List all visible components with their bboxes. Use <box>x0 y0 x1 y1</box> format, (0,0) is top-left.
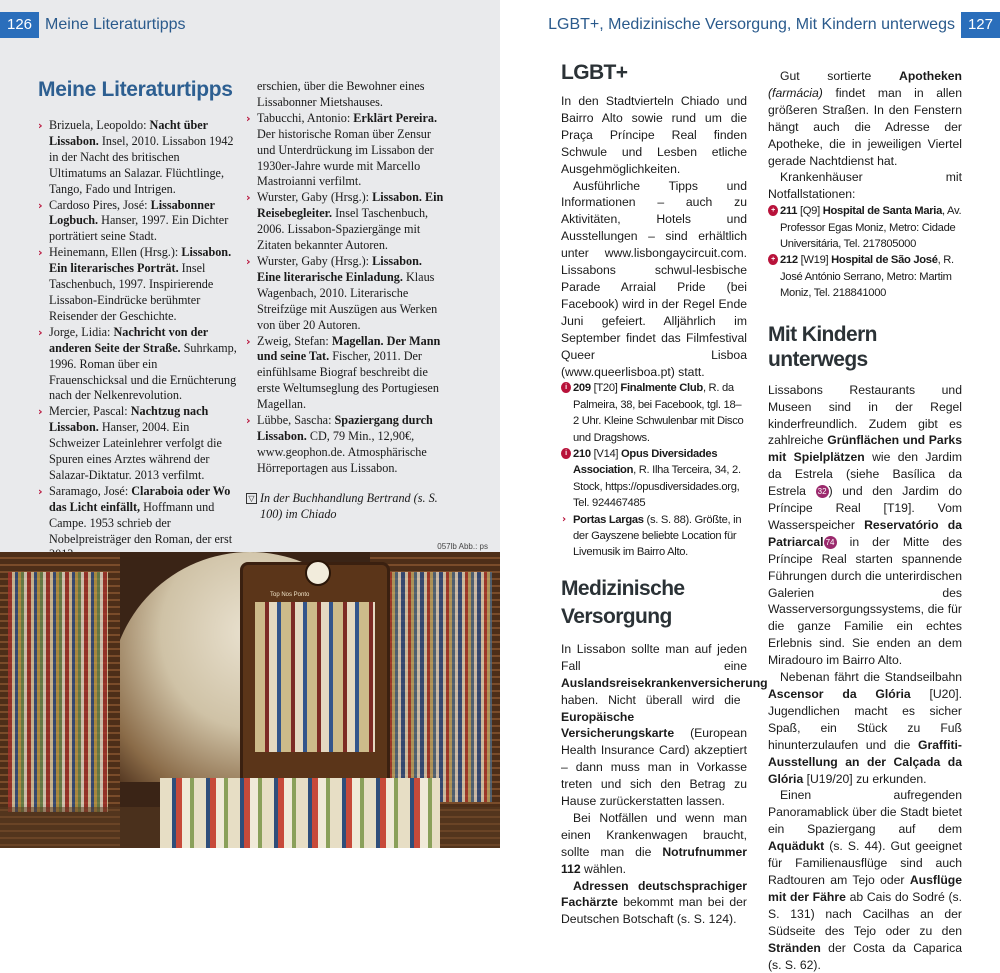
kids-heading: Mit Kindern unterwegs <box>768 322 877 371</box>
chevron-icon: › <box>38 119 43 132</box>
left-running-header <box>0 12 500 38</box>
listing-entry: + 212 [W19] Hospital de São José, R. José António Serrano, Metro: Martim Moniz, Tel. 218841000 <box>768 252 962 301</box>
chevron-icon: › <box>38 246 43 260</box>
book-entry: › Wurster, Gaby (Hrsg.): Lissabon. Eine literarische Einladung. Klaus Wagenbach, 2010. Literarische Streifzüge mit Auszügen aus Werken von über 20 Autoren. <box>246 253 438 332</box>
chevron-icon: › <box>38 405 43 419</box>
chevron-icon: › <box>246 254 251 268</box>
right-column-c <box>561 60 768 928</box>
photo-credit: 057lb Abb.: ps <box>437 542 488 551</box>
shelf-sign: Top Nos Ponto <box>270 592 310 598</box>
right-running-header <box>548 12 1000 38</box>
hospital-pin-icon: + <box>768 254 778 265</box>
chevron-icon: › <box>246 191 251 205</box>
chevron-icon: › <box>38 198 43 212</box>
chevron-icon: › <box>38 484 43 498</box>
book-entry: › Tabucchi, Antonio: Erklärt Pereira. Der historische Roman über Zensur und Unterdrückung im Lissabon der 1930er-Jahre wurde mit Marcello Mastroianni verfilmt. <box>246 110 437 189</box>
literature-column-a <box>38 118 238 563</box>
medical-paragraph: Krankenhäuser mit Notfallstationen: <box>768 170 962 202</box>
medical-paragraph: Adressen deutschsprachiger Fachärzte bekommt man bei der Deutschen Botschaft (s. S. 124). <box>561 878 747 927</box>
chevron-icon: › <box>38 325 43 339</box>
photo-caption: ▽ In der Buchhandlung Bertrand (s. S. 100) im Chiado <box>246 491 446 523</box>
right-column-d <box>768 68 962 973</box>
bookshop-photo <box>0 552 500 848</box>
book-entry: › Brizuela, Leopoldo: Nacht über Lissabon. Insel, 2010. Lissabon 1942 in der Nacht des britischen Ultimatums an Salazar. Flüchtlinge, Tango, Fado und Intrigen. <box>38 118 234 196</box>
literature-heading: Meine Literaturtipps <box>38 78 233 101</box>
left-page-number: 126 <box>0 12 39 38</box>
info-pin-icon: i <box>561 448 571 459</box>
medical-paragraph: In Lissabon sollte man auf jeden Fall eine Auslandsreisekrankenversicherung haben. Nicht überall wird die Europäische Versicherungskarte (European Health Insurance Card) akzeptiert – dann muss man in Vorkasse treten und sich den Betrag zu Hause zurückerstatten lassen. <box>561 641 768 809</box>
lgbt-heading: LGBT+ <box>561 61 628 84</box>
medical-paragraph: Gut sortierte Apotheken (farmácia) findet man in allen größeren Straßen. In den Fenstern hängt auch die Adresse der Apotheke, die in jeweiligen Viertel gerade Nachtdienst hat. <box>768 69 962 168</box>
sight-badge: 74 <box>824 536 837 549</box>
left-running-title: Meine Literaturtipps <box>45 16 186 33</box>
chevron-icon: › <box>246 414 251 428</box>
map-pin-icon: i <box>561 382 571 393</box>
medical-heading: Medizinische Versorgung <box>561 576 685 628</box>
listing-entry: i 209 [T20] Finalmente Club, R. da Palmeira, 38, bei Facebook, tgl. 18–2 Uhr. Kleine Schwulenbar mit Disco und Dragshows. <box>561 380 747 446</box>
lgbt-paragraph: Ausführliche Tipps und Informationen – auch zu Aktivitäten, Hotels und Ausstellungen – sind erhältlich unter www.lisbongaycircuit.com. Lissabons schwul-lesbische Parade Arraial Pride (bei Facebook) wird in der Regel Ende Juni gefeiert. Alljährlich im September findet das Filmfestival Queer Lisboa (www.queerlisboa.pt) statt. <box>561 178 747 379</box>
sight-badge: 32 <box>816 485 829 498</box>
chevron-icon: › <box>246 111 251 125</box>
kids-paragraph: Nebenan fährt die Standseilbahn Ascensor da Glória [U20]. Jugendlichen macht es sicher Spaß, ein Stück zu Fuß hinunterzulaufen und die Graffiti-Ausstellung an der Calçada da Glória [U19/20] zu erkunden. <box>768 670 963 786</box>
lgbt-paragraph: In den Stadtvierteln Chiado und Bairro Alto sowie rund um die Praça Príncipe Real finden Schwule und Lesben etliche Ausgehmöglichkeiten. <box>561 94 747 176</box>
right-running-title: LGBT+, Medizinische Versorgung, Mit Kindern unterwegs <box>548 16 955 33</box>
literature-column-b <box>246 79 446 522</box>
listing-entry: i 210 [V14] Opus Diversidades Association, R. Ilha Terceira, 34, 2. Stock, https://opusdiversidades.org, Tel. 924467485 <box>561 446 747 512</box>
kids-paragraph: Einen aufregenden Panoramablick über die Stadt bietet ein Spaziergang auf dem Aquädukt (s. S. 44). Gut geeignet für Familienausflüge sind auch Radtouren am Tejo oder Ausflüge mit der Fähre ab Cais do Sodré (s. S. 131) nach Cacilhas an der Südseite des Tejo oder zu den Stränden der Costa da Caparica (s. S. 62). <box>768 788 962 972</box>
medical-paragraph: Bei Notfällen und wenn man einen Krankenwagen braucht, sollte man die Notrufnummer 112 wählen. <box>561 810 747 876</box>
clock-icon <box>305 560 331 586</box>
book-entry: › Wurster, Gaby (Hrsg.): Lissabon. Ein Reisebegleiter. Insel Taschenbuch, 2006. Lissabon-Spaziergänge mit Zitaten bekannter Autoren. <box>246 190 444 253</box>
listing-entry: + 211 [Q9] Hospital de Santa Maria, Av. Professor Egas Moniz, Metro: Cidade Universitária, Tel. 217805000 <box>768 203 962 252</box>
kids-paragraph: Lissabons Restaurants und Museen sind in der Regel kinderfreundlich. Zudem gibt es zahlreiche Grünflächen und Parks mit Spielplätzen wie den Jardim da Estrela (siehe Basílica da Estrela 32 ) und den Jardim do Príncipe Real [T19]. Vom Wasserspeicher Reservatório da Patriarcal 74 in der Mitte des Príncipe Real starten spannende Führungen durch die unterirdischen Galerien des Wasserversorgungssystems, die für die ganze Familie ein echtes Erlebnis sind. Sie enden an dem Miradouro im Bairro Alto. <box>768 382 962 668</box>
book-entry: › Heinemann, Ellen (Hrsg.): Lissabon. Ein literarisches Porträt. Insel Taschenbuch, 1997. Inspirierende Lissabon-Eindrücke berühmter Reisender der Geschichte. <box>38 245 232 323</box>
book-entry-continuation: erschien, über die Bewohner eines Lissabonner Mietshauses. <box>257 79 425 109</box>
right-page <box>500 0 1000 972</box>
book-entry: › Zweig, Stefan: Magellan. Der Mann und seine Tat. Fischer, 2011. Der einfühlsame Biograf beschreibt die erste Weltumseglung des Portugiesen Magellan. <box>246 333 441 412</box>
left-page <box>0 0 500 848</box>
book-entry: › Saramago, José: Claraboia oder Wo das Licht einfällt, Hoffmann und Campe. 1953 schrieb der Nobelpreisträger den Roman, der erst <box>38 483 233 546</box>
book-entry: › Cardoso Pires, José: Lissabonner Logbuch. Hanser, 1997. Ein Dichter porträtiert seine Stadt. <box>38 197 229 244</box>
book-entry: › Lübbe, Sascha: Spaziergang durch Lissabon. CD, 79 Min., 12,90€, www.geophon.de. Atmosphärische Hörreportagen aus Lissabon. <box>246 413 433 475</box>
book-entry: › Jorge, Lidia: Nachricht von der anderen Seite der Straße. Suhrkamp, 1996. Roman über ein Frauenschicksal und die Ernüchterung nach der Nelkenrevolution. <box>38 324 237 403</box>
chevron-icon: › <box>562 513 566 525</box>
photo-hint-icon: ▽ <box>246 493 257 504</box>
chevron-icon: › <box>246 334 251 348</box>
book-table <box>160 778 440 848</box>
book-entry: › Mercier, Pascal: Nachtzug nach Lissabon. Hanser, 2004. Ein Schweizer Lateinlehrer verfolgt die Spuren eines Arztes während der Salazar-Diktatur. 2013 verfilmt. <box>38 404 222 482</box>
listing-entry: › Portas Largas (s. S. 88). Größte, in der Gayszene beliebte Location für Livemusik im Bairro Alto. <box>562 513 742 559</box>
hospital-pin-icon: + <box>768 205 778 216</box>
right-page-number: 127 <box>961 12 1000 38</box>
